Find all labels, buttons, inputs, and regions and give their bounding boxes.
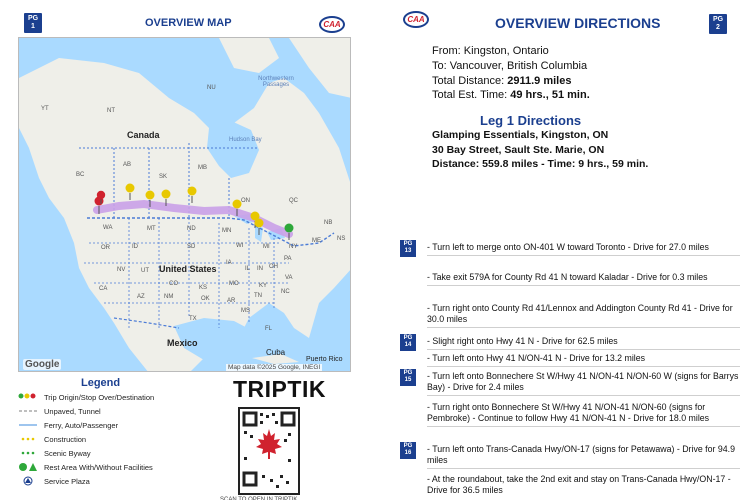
direction-step: - Take exit 579A for County Rd 41 N toward Kaladar - Drive for 0.3 miles [427,272,740,286]
legend-item-construction [18,433,86,445]
map-label-sd: SD [187,244,196,250]
map-label-id: ID [132,244,138,250]
map-label-nb: NB [324,220,333,226]
map-label-in: IN [257,266,263,272]
map-data-credit[interactable]: Map data ©2025 Google, INEGI [228,364,321,371]
step-page-badge: PG 13 [400,240,416,257]
map-label-puerto-rico: Puerto Rico [306,356,343,363]
summary-distance [432,75,571,87]
legend-label: Scenic Byway [44,448,91,458]
destination-pin-icon [285,224,294,241]
map-label-hudson-bay: Hudson Bay [229,137,262,143]
dashed-line-icon [18,408,38,414]
legend-label: Construction [44,434,87,444]
map-label-mt: MT [147,226,156,232]
map-label-ns: NS [337,236,346,242]
direction-step: - Turn right onto County Rd 41/Lennox and Addington County Rd 41 - Drive for 30.0 miles [427,303,740,328]
summary-time-label: Total Est. Time: [432,89,508,101]
summary-to-value: Vancouver, British Columbia [449,60,588,72]
map-label-bc: BC [76,172,85,178]
map-label-qc: QC [289,198,298,204]
map-label-va: VA [285,275,293,281]
legend-label: Unpaved, Tunnel [44,406,101,416]
triptik-subtitle: SCAN TO OPEN IN TRIPTIK [220,497,298,500]
triptik-title: TRIPTIK [233,376,326,402]
origin-pin-icon [95,197,104,215]
page-badge-right [709,14,727,34]
page-badge-prefix: PG [27,15,39,22]
map-label-mi: MI [263,244,270,250]
direction-step: - Turn right onto Bonnechere St W/Hwy 41 N/ON-41 N/ON-60 (signs for Pembroke) - Continue to follow Hwy 41 N/ON-41 N - Drive for 18.0 miles [427,402,740,427]
map-label-nm: NM [164,294,174,300]
leg-stats: Distance: 559.8 miles - Time: 9 hrs., 59 min. [432,158,649,170]
map-label-mo: MO [229,281,239,287]
map-label-ia: IA [226,260,232,266]
caa-logo: CAA [319,16,345,33]
legend-title: Legend [81,377,121,389]
direction-step: - Turn left onto Trans-Canada Hwy/ON-17 (signs for Petawawa) - Drive for 94.9 miles [427,444,740,469]
service-plaza-icon [18,476,38,486]
direction-step: - At the roundabout, take the 2nd exit and stay on Trans-Canada Hwy/ON-17 - Drive for 36.5 miles [427,474,731,495]
summary-distance-label: Total Distance: [432,75,505,87]
page-badge-left [24,13,42,33]
map-label-me: ME [312,238,321,244]
overview-map-title: OVERVIEW MAP [145,17,232,29]
map-label-canada: Canada [127,130,160,140]
leg-end: 30 Bay Street, Sault Ste. Marie, ON [432,144,605,156]
scenic-dots-icon [18,450,38,456]
map-label-nc: NC [281,289,290,295]
legend-item-scenic [18,447,91,459]
page-badge-prefix: PG [712,16,724,23]
direction-step: - Turn left to merge onto ON-401 W toward Toronto - Drive for 27.0 miles [427,242,740,256]
map-label-ut: UT [141,268,149,274]
legend-label: Ferry, Auto/Passenger [44,420,119,430]
map-label-fl: FL [265,326,273,332]
rest-area-icon [18,462,38,472]
caa-logo-right: CAA [403,11,429,28]
page-badge-number: 1 [31,23,35,30]
page-badge-number: 2 [716,24,720,31]
summary-distance-value: 2911.9 miles [507,75,572,87]
legend-label: Rest Area With/Without Facilities [44,462,153,472]
map-label-nu: NU [207,85,216,91]
map-label-wi: WI [236,243,244,249]
map-label-wa: WA [103,225,113,231]
map-label-yt: YT [41,106,49,112]
map-label-or: OR [101,245,110,251]
legend-item-service-plaza [18,475,90,487]
map-label-ks: KS [199,285,208,291]
map-label-ny: NY [289,244,298,250]
map-label-ms: MS [241,308,250,314]
overview-directions-title: OVERVIEW DIRECTIONS [495,15,661,31]
overview-map[interactable] [18,37,351,372]
legend-item-rest-area [18,461,153,473]
map-label-az: AZ [137,294,145,300]
map-label-united-states: United States [159,264,217,274]
direction-step: - Turn left onto Hwy 41 N/ON-41 N - Drive for 13.2 miles [427,353,740,367]
map-label-nv: NV [117,267,126,273]
map-label-tn: TN [254,293,262,299]
map-label-oh: OH [269,264,278,270]
triptik-qr-code[interactable] [238,407,300,495]
legend-item-unpaved [18,405,101,417]
map-label-ar: AR [227,298,236,304]
pin-icons [18,392,38,402]
step-page-badge: PG 16 [400,442,416,459]
map-label-mb: MB [198,165,207,171]
map-label-tx: TX [189,316,197,322]
map-label-mexico: Mexico [167,338,198,348]
step-page-badge: PG 14 [400,334,416,351]
map-label-sk: SK [159,174,168,180]
legend-item-trip-origin [18,391,154,403]
legend-label: Trip Origin/Stop Over/Destination [44,392,155,402]
google-logo[interactable]: Google [25,359,60,370]
direction-step: - Turn left onto Bonnechere St W/Hwy 41 N/ON-41 N/ON-60 W (signs for Barrys Bay) - Drive for 2.4 miles [427,371,740,396]
summary-to-label: To: [432,60,447,72]
map-label-il: IL [245,266,251,272]
summary-time [432,89,590,101]
map-label-cuba: Cuba [266,348,286,357]
step-page-badge: PG 15 [400,369,416,386]
leg-start: Glamping Essentials, Kingston, ON [432,129,609,141]
map-label-ab: AB [123,162,132,168]
summary-from [432,45,549,57]
route-pins [19,38,351,372]
summary-from-label: From: [432,45,461,57]
ferry-line-icon [18,422,38,428]
map-label-ca: CA [99,286,108,292]
map-label-ky: KY [259,283,268,289]
legend-label: Service Plaza [44,476,90,486]
summary-to [432,60,587,72]
map-label-pa: PA [284,256,292,262]
map-label-northwestern-passages: Northwestern Passages [258,76,294,88]
summary-from-value: Kingston, Ontario [463,45,549,57]
map-label-on: ON [241,198,250,204]
map-label-mn: MN [222,228,232,234]
map-label-ok: OK [201,296,210,302]
map-label-nd: ND [187,226,196,232]
construction-dots-icon [18,436,38,442]
direction-step: - Slight right onto Hwy 41 N - Drive for 62.5 miles [427,336,740,350]
map-label-nt: NT [107,108,115,114]
summary-time-value: 49 hrs., 51 min. [510,89,590,101]
leg-heading: Leg 1 Directions [480,113,582,128]
legend-item-ferry [18,419,118,431]
map-label-co: CO [169,281,178,287]
